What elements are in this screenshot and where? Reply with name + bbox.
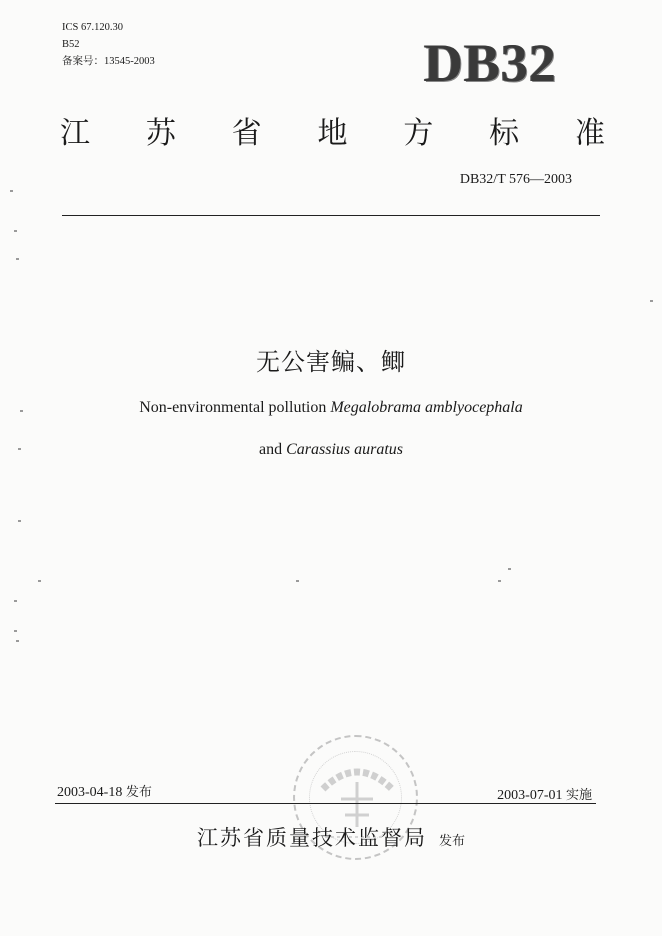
db32-logo: DB32: [424, 33, 558, 93]
classification-block: [62, 19, 155, 70]
standard-type-char: 苏: [145, 116, 176, 151]
scan-speck: [18, 520, 21, 522]
title-en-species-2: Carassius auratus: [286, 441, 404, 458]
title-chinese: 无公害鳊、鲫: [256, 348, 406, 376]
issuing-authority: [0, 822, 662, 852]
record-number: 备案号：13545-2003: [62, 56, 155, 67]
standard-code: DB32/T 576—2003: [459, 172, 572, 187]
scan-speck: [14, 630, 17, 632]
standard-type-char: 地: [317, 116, 348, 151]
scan-speck: [296, 580, 299, 582]
header-divider: [62, 215, 600, 216]
issuer-suffix: 发布: [438, 834, 465, 849]
ccs-code: B52: [62, 39, 80, 50]
standard-type-char: 省: [231, 116, 262, 151]
standard-type-char: 江: [60, 116, 90, 151]
title-english-line1: [0, 399, 662, 417]
title-english-line2: [0, 441, 662, 459]
scan-speck: [14, 600, 17, 602]
scan-speck: [16, 258, 19, 260]
footer-divider: [55, 803, 596, 804]
scan-speck: [18, 448, 21, 450]
release-date-value: 2003-04-18: [57, 785, 123, 800]
implementation-label: 实施: [565, 788, 592, 803]
scan-speck: [498, 580, 501, 582]
implementation-date-value: 2003-07-01: [497, 788, 563, 803]
release-label: 发布: [125, 785, 152, 800]
release-date: [57, 781, 152, 801]
scan-speck: [508, 568, 511, 570]
scan-speck: [650, 300, 653, 302]
standard-type-char: 准: [574, 116, 605, 151]
standard-type-char: 标: [489, 116, 520, 151]
ics-code: ICS 67.120.30: [62, 22, 123, 33]
scan-speck: [10, 190, 13, 192]
scan-speck: [14, 230, 17, 232]
title-en-plain: and: [258, 441, 287, 458]
title-en-species-1: Megalobrama amblyocephala: [330, 399, 523, 416]
title-en-plain: Non-environmental pollution: [139, 399, 331, 416]
issuer-name: 江苏省质量技术监督局: [196, 826, 427, 850]
scan-speck: [20, 410, 23, 412]
scan-speck: [38, 580, 41, 582]
standard-type-heading: [60, 108, 605, 152]
scan-speck: [16, 640, 19, 642]
standard-type-char: 方: [403, 116, 434, 151]
implementation-date: [497, 784, 592, 804]
